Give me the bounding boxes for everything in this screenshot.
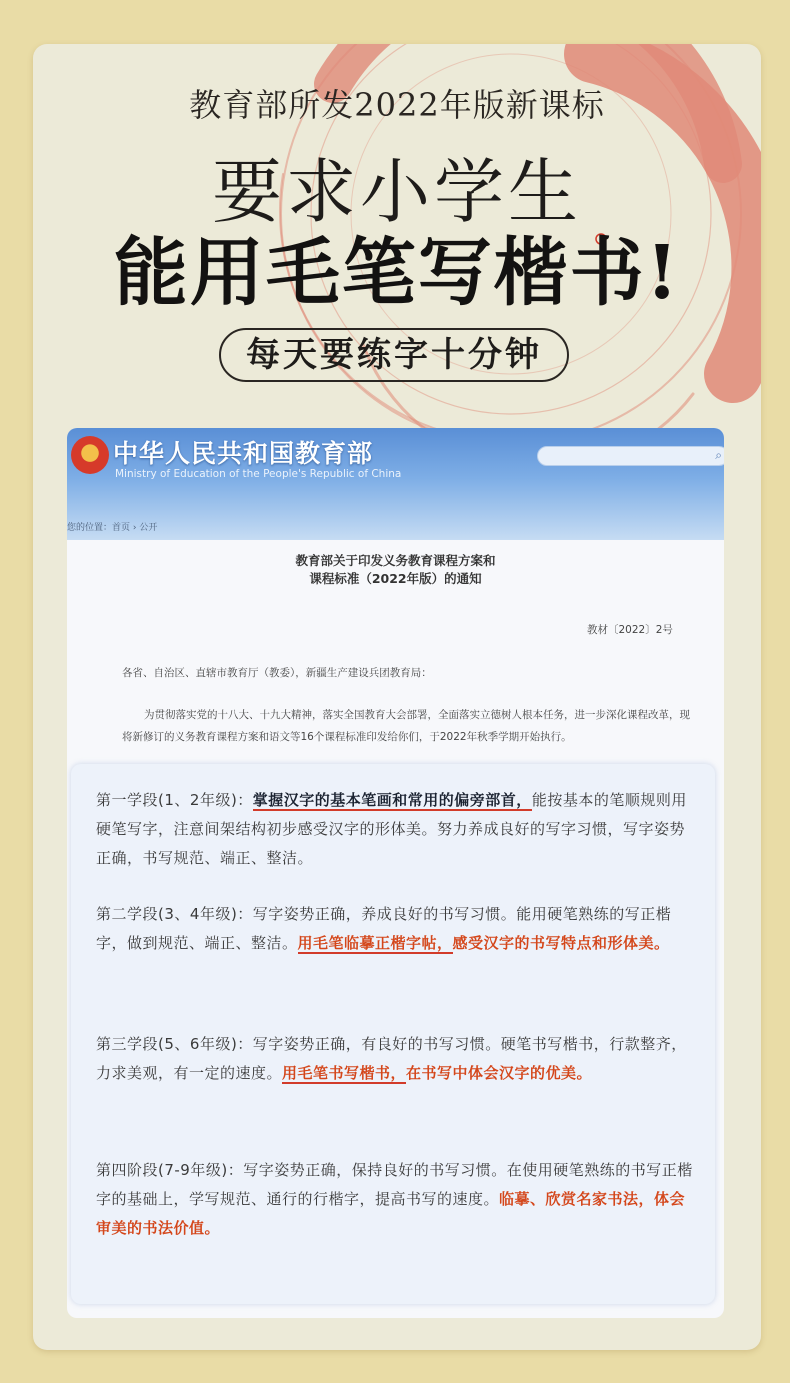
stage-4-text bbox=[96, 1156, 696, 1243]
stage-3-highlight: 用毛笔书写楷书， bbox=[282, 1064, 407, 1082]
poster-card bbox=[33, 44, 761, 1350]
headline-line-1: 要求小学生 bbox=[212, 151, 582, 233]
stage-1-prefix: 第一学段(1、2年级)： bbox=[96, 791, 253, 809]
notice-title-line-1: 教育部关于印发义务教育课程方案和 bbox=[295, 553, 496, 568]
document-number: 教材〔2022〕2号 bbox=[587, 624, 673, 636]
curriculum-standards-panel bbox=[71, 764, 715, 1304]
stage-1-text bbox=[96, 786, 696, 873]
stage-3-rest: 在书写中体会汉字的优美。 bbox=[406, 1064, 593, 1082]
search-input[interactable] bbox=[537, 446, 724, 466]
stage-2-text bbox=[96, 900, 696, 958]
stage-2-rest: 感受汉字的书写特点和形体美。 bbox=[452, 934, 670, 952]
notice-recipients: 各省、自治区、直辖市教育厅（教委），新疆生产建设兵团教育局： bbox=[122, 667, 432, 679]
ministry-name-en: Ministry of Education of the People's Republic of China bbox=[115, 468, 402, 480]
daily-practice-badge: 每天要练字十分钟 bbox=[219, 328, 569, 382]
stage-3-prefix: 第三学段(5、6年级)：写字姿势正确，有良好的书写习惯。硬笔书写楷书，行款整齐，力求美观，有一定的速度。 bbox=[96, 1035, 687, 1082]
stage-2-prefix: 第二学段(3、4年级)：写字姿势正确，养成良好的书写习惯。能用硬笔熟练的写正楷字，做到规范、端正、整洁。 bbox=[96, 905, 672, 952]
notice-body: 为贯彻落实党的十八大、十九大精神，落实全国教育大会部署，全面落实立德树人根本任务，进一步深化课程改革，现将新修订的义务教育课程方案和语文等16个课程标准印发给你们，于2022年秋季学期开始执行。 bbox=[122, 709, 690, 743]
stage-1-rest: 能按基本的笔顺规则用硬笔写字，注意间架结构初步感受汉字的形体美。努力养成良好的写字习惯，写字姿势正确，书写规范、端正、整洁。 bbox=[96, 791, 687, 867]
breadcrumb[interactable]: 您的位置：首页 › 公开 bbox=[67, 523, 158, 533]
stage-4-rest: 临摹、欣赏名家书法，体会审美的书法价值。 bbox=[96, 1190, 686, 1237]
subtitle-text: 教育部所发2022年版新课标 bbox=[189, 86, 605, 124]
notice-title-line-2: 课程标准（2022年版）的通知 bbox=[309, 571, 482, 586]
stage-3-text bbox=[96, 1030, 696, 1088]
search-icon[interactable]: ⌕ bbox=[715, 448, 722, 462]
stage-1-highlight: 掌握汉字的基本笔画和常用的偏旁部首， bbox=[252, 791, 532, 809]
ministry-banner bbox=[67, 428, 724, 540]
national-emblem-icon bbox=[71, 436, 109, 474]
ministry-notice-screenshot bbox=[67, 428, 724, 1318]
stage-4-prefix: 第四阶段(7-9年级)：写字姿势正确，保持良好的书写习惯。在使用硬笔熟练的书写正楷字的基础上，学写规范、通行的行楷字，提高书写的速度。 bbox=[96, 1161, 693, 1208]
ministry-name-cn: 中华人民共和国教育部 bbox=[113, 439, 374, 468]
notice-title bbox=[67, 552, 724, 588]
stage-2-highlight: 用毛笔临摹正楷字帖， bbox=[297, 934, 453, 952]
headline-line-2: 能用毛笔写楷书! bbox=[113, 230, 681, 316]
